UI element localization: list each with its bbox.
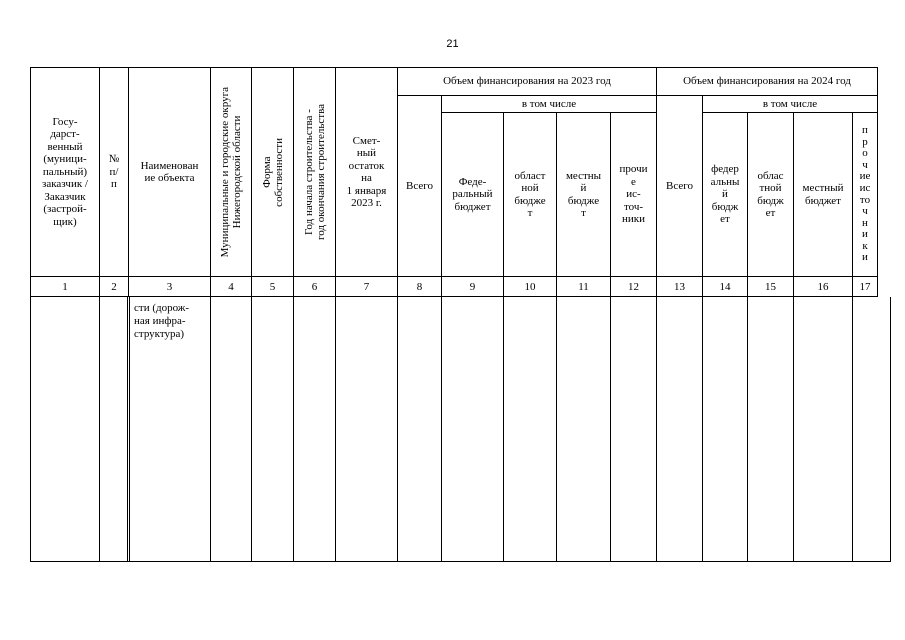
body-grid-line: [129, 297, 130, 561]
body-grid-line: [99, 297, 100, 561]
funding-2024-header: Объем финансирования на 2024 год: [656, 67, 877, 95]
column-number: 4: [210, 276, 251, 297]
body-grid-line: [793, 297, 794, 561]
body-grid-line: [30, 297, 31, 561]
body-grid-line: [852, 297, 853, 561]
estimate-balance-header: Смет- ный остаток на 1 января 2023 г.: [335, 67, 397, 276]
body-grid-line: [890, 297, 891, 561]
body-grid-line: [441, 297, 442, 561]
body-grid-line: [251, 297, 252, 561]
construction-years-header: Год начала строительства - год окончания строительства: [293, 67, 335, 276]
including-2023-header: в том числе: [441, 95, 656, 112]
federal-2023-header: Феде- ральный бюджет: [441, 112, 503, 276]
row-number-header: № п/ п: [99, 67, 128, 276]
including-2024-header: в том числе: [702, 95, 877, 112]
local-2023-header: местны й бюдже т: [556, 112, 610, 276]
regional-2023-header: област ной бюдже т: [503, 112, 556, 276]
column-number: 1: [30, 276, 99, 297]
column-number: 7: [335, 276, 397, 297]
column-number: 2: [99, 276, 128, 297]
column-number: 3: [128, 276, 210, 297]
body-grid-line: [702, 297, 703, 561]
page-number: 21: [446, 38, 459, 50]
federal-2024-header: федер альны й бюдж ет: [702, 112, 747, 276]
body-grid-line: [210, 297, 211, 561]
body-bottom-border: [30, 561, 891, 562]
column-number: 8: [397, 276, 441, 297]
column-number: 15: [747, 276, 793, 297]
body-grid-line: [503, 297, 504, 561]
object-name-header: Наименован ие объекта: [128, 67, 210, 276]
ownership-header: Форма собственности: [251, 67, 293, 276]
total-2023-header: Всего: [397, 95, 441, 276]
header-bottom-border: [30, 296, 878, 297]
regional-2024-header: облас тной бюдж ет: [747, 112, 793, 276]
column-number: 13: [656, 276, 702, 297]
local-2024-header: местный бюджет: [793, 112, 852, 276]
body-grid-line: [656, 297, 657, 561]
column-number: 10: [503, 276, 556, 297]
column-number: 11: [556, 276, 610, 297]
body-grid-line: [293, 297, 294, 561]
body-grid-line: [127, 297, 128, 561]
body-grid-line: [556, 297, 557, 561]
column-number: 12: [610, 276, 656, 297]
body-grid-line: [610, 297, 611, 561]
column-number: 9: [441, 276, 503, 297]
object-name-continuation: сти (дорож- ная инфра- структура): [134, 302, 190, 340]
body-grid-line: [397, 297, 398, 561]
municipality-header: Муниципальные и городские округа Нижегородской области: [210, 67, 251, 276]
body-grid-line: [747, 297, 748, 561]
column-number: 17: [852, 276, 877, 297]
column-number: 14: [702, 276, 747, 297]
column-number: 5: [251, 276, 293, 297]
header-right-border: [877, 67, 878, 297]
other-2023-header: прочи е ис- точ- ники: [610, 112, 656, 276]
customer-header: Госу- дарст- венный (муници- пальный) заказчик / Заказчик (застрой- щик): [30, 67, 99, 276]
total-2024-header: Всего: [656, 95, 702, 276]
column-number: 16: [793, 276, 852, 297]
other-2024-header: п р о ч ие ис то ч н и к и: [852, 112, 877, 276]
funding-2023-header: Объем финансирования на 2023 год: [397, 67, 656, 95]
body-grid-line: [335, 297, 336, 561]
column-number: 6: [293, 276, 335, 297]
